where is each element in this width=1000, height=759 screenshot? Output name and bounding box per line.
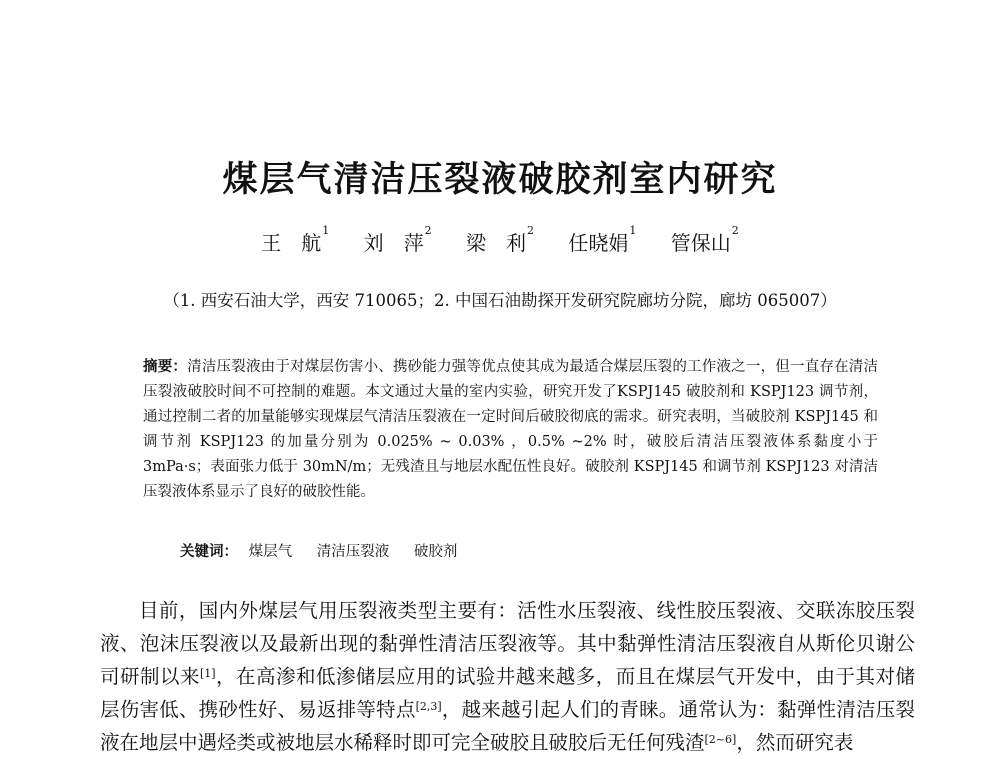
keyword: 煤层气: [248, 544, 293, 560]
author-name: 王 航: [261, 231, 322, 255]
body-text-segment: ，越来越引起人们的青睐。通常认为：黏弹性清洁压裂液在地层中遇烃类或被地层水稀释时即可完全破胶且破胶后无任何残渣: [100, 698, 915, 754]
paper-title: 煤层气清洁压裂液破胶剂室内研究: [222, 160, 778, 200]
citation[interactable]: [2,3]: [415, 700, 442, 713]
author-affiliation-mark: 2: [527, 224, 534, 237]
body-text-segment: 目前，国内外煤层气用压裂液类型主要有：活性水压裂液、线性胶压裂液、交联冻胶压裂液、泡沫压裂液以及最新出现的黏弹性清洁压裂液等。其中黏弹性清洁压裂液自从斯伦贝谢公司研制以来: [100, 599, 915, 688]
abstract: [143, 355, 878, 505]
author-name: 任晓娟: [568, 231, 629, 255]
citation[interactable]: [2~6]: [704, 733, 737, 746]
author-affiliation-mark: 2: [424, 224, 432, 237]
author-affiliation-mark: 1: [629, 224, 637, 237]
body-paragraph: [100, 594, 915, 759]
author-name: 刘 萍: [363, 231, 424, 255]
abstract-text: 清洁压裂液由于对煤层伤害小、携砂能力强等优点使其成为最适合煤层压裂的工作液之一，但一直存在清洁压裂液破胶时间不可控制的难题。本文通过大量的室内实验，研究开发了KSPJ145 破胶剂和 KSPJ123 调节剂，通过控制二者的加量能够实现煤层气清洁压裂液在一定时间后破胶彻底的需求。研究表明，当破胶剂 KSPJ145 和调节剂 KSPJ123 的加量分别为 0.025% ~ 0.03% ，0.5% ~2% 时，破胶后清洁压裂液体系黏度小于 3mPa·s；表面张力低于 30mN/m；无残渣且与地层水配伍性良好。破胶剂 KSPJ145 和调节剂 KSPJ123 对清洁压裂液体系显示了良好的破胶性能。: [143, 359, 879, 500]
author: [670, 224, 739, 256]
body-text: [100, 594, 915, 759]
author: [466, 224, 534, 256]
body-text-segment: ，在高渗和低渗储层应用的试验井越来越多，而且在煤层气开发中，由于其对储层伤害低、携砂性好、易返排等特点: [100, 665, 915, 721]
keyword: 清洁压裂液: [316, 544, 390, 560]
keywords-label: 关键词：: [180, 544, 238, 560]
abstract-label: 摘要：: [143, 359, 188, 375]
affiliations: （1. 西安石油大学，西安 710065；2. 中国石油勘探开发研究院廊坊分院，廊坊 065007）: [163, 291, 837, 310]
author: [261, 224, 330, 256]
author-affiliation-mark: 1: [322, 224, 330, 237]
author-name: 管保山: [670, 231, 731, 255]
author-name: 梁 利: [466, 231, 526, 255]
author: [568, 224, 637, 256]
author-affiliation-mark: 2: [731, 224, 739, 237]
citation[interactable]: [1]: [199, 667, 216, 680]
body-text-segment: ，然而研究表: [736, 731, 854, 754]
keywords: [180, 540, 477, 561]
keyword: 破胶剂: [413, 544, 458, 560]
author: [363, 224, 432, 256]
author-list: [0, 224, 1000, 256]
